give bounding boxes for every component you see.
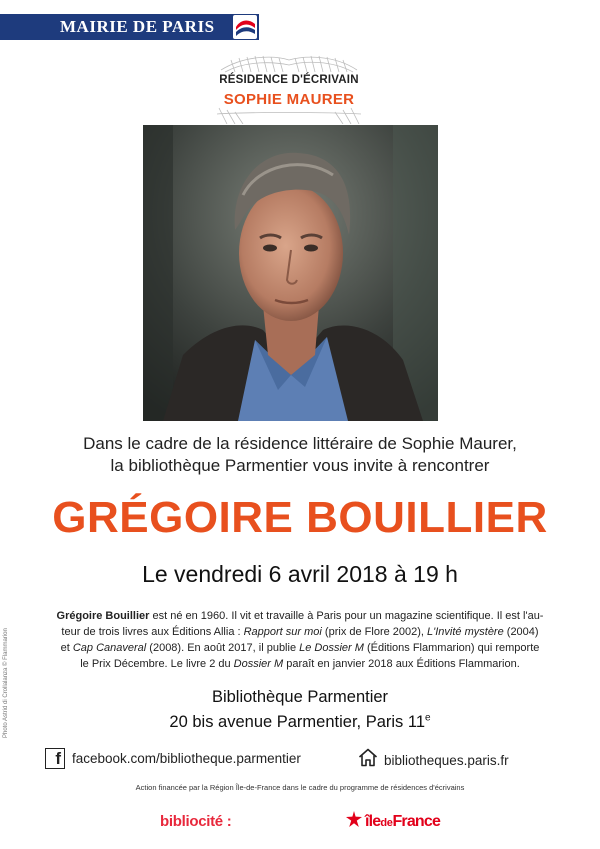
residence-title: RÉSIDENCE D'ÉCRIVAIN (219, 74, 359, 86)
idf-star-icon (346, 811, 362, 832)
intro-line-2: la bibliothèque Parmentier vous invite à rencontrer (110, 456, 490, 475)
bio-text: (Éditions Flammarion) qui remporte (363, 642, 540, 654)
residence-badge (217, 54, 361, 124)
facebook-url[interactable]: facebook.com/bibliotheque.parmentier (72, 751, 301, 766)
house-icon (358, 748, 378, 772)
bio-line-1 (56, 608, 544, 624)
residence-writer: SOPHIE MAURER (223, 91, 355, 108)
author-portrait-photo (143, 125, 438, 421)
venue-address (0, 713, 600, 732)
iledefrance-wordmark (365, 813, 440, 831)
bio-text: le Prix Décembre. Le livre 2 du (80, 658, 234, 670)
venue-street: 20 bis avenue Parmentier, Paris 11 (169, 713, 426, 731)
bio-text: teur de trois livres aux Éditions Allia : (61, 626, 244, 638)
idf-part-de: de (380, 816, 393, 829)
intro-text (0, 433, 600, 477)
book-title: Dossier M (233, 658, 284, 670)
iledefrance-logo (346, 811, 440, 832)
facebook-link[interactable] (45, 748, 301, 769)
bibliocite-logo: bibliocité : (160, 813, 232, 830)
book-title: Cap Canaveral (72, 642, 147, 654)
bio-text: est né en 1960. Il vit et travaille à Paris pour un magazine scientifique. Il est l'au- (149, 610, 544, 622)
bio-text: (2004) (503, 626, 539, 638)
venue-name: Bibliothèque Parmentier (211, 688, 389, 706)
website-url[interactable]: bibliotheques.paris.fr (384, 752, 509, 768)
funding-notice: Action financée par la Région Île-de-France dans le cadre du programme de résidences d'écrivains (135, 783, 465, 792)
intro-line-1: Dans le cadre de la résidence littéraire de Sophie Maurer, (83, 434, 517, 453)
event-date: Le vendredi 6 avril 2018 à 19 h (142, 561, 458, 587)
book-title: Rapport sur moi (243, 626, 322, 638)
bio-text: et (60, 642, 73, 654)
bio-line-2 (56, 624, 544, 640)
book-title: Le Dossier M (299, 642, 364, 654)
mairie-label: MAIRIE DE PARIS (60, 17, 215, 36)
idf-part-ile: île (365, 812, 381, 830)
author-name-heading: GRÉGOIRE BOUILLIER (52, 493, 548, 542)
bio-text: (prix de Flore 2002), (321, 626, 428, 638)
book-title: L'Invité mystère (427, 626, 504, 638)
website-link[interactable] (358, 748, 509, 772)
mairie-de-paris-banner (0, 14, 259, 40)
author-bio (56, 608, 544, 672)
photo-credit: Photo Astrid di Crollalanza © Flammarion (3, 628, 9, 738)
hatch-pattern (217, 54, 361, 124)
mairie-logo-icon (233, 15, 257, 39)
idf-part-france: France (392, 812, 441, 830)
bio-text: paraît en janvier 2018 aux Éditions Flammarion. (283, 658, 520, 670)
bio-line-4 (56, 656, 544, 672)
facebook-icon: f (45, 748, 65, 769)
bio-text: (2008). En août 2017, il publie (146, 642, 300, 654)
bio-author-name: Grégoire Bouillier (56, 610, 150, 622)
bio-line-3 (56, 640, 544, 656)
arrondissement-suffix: e (425, 712, 431, 724)
